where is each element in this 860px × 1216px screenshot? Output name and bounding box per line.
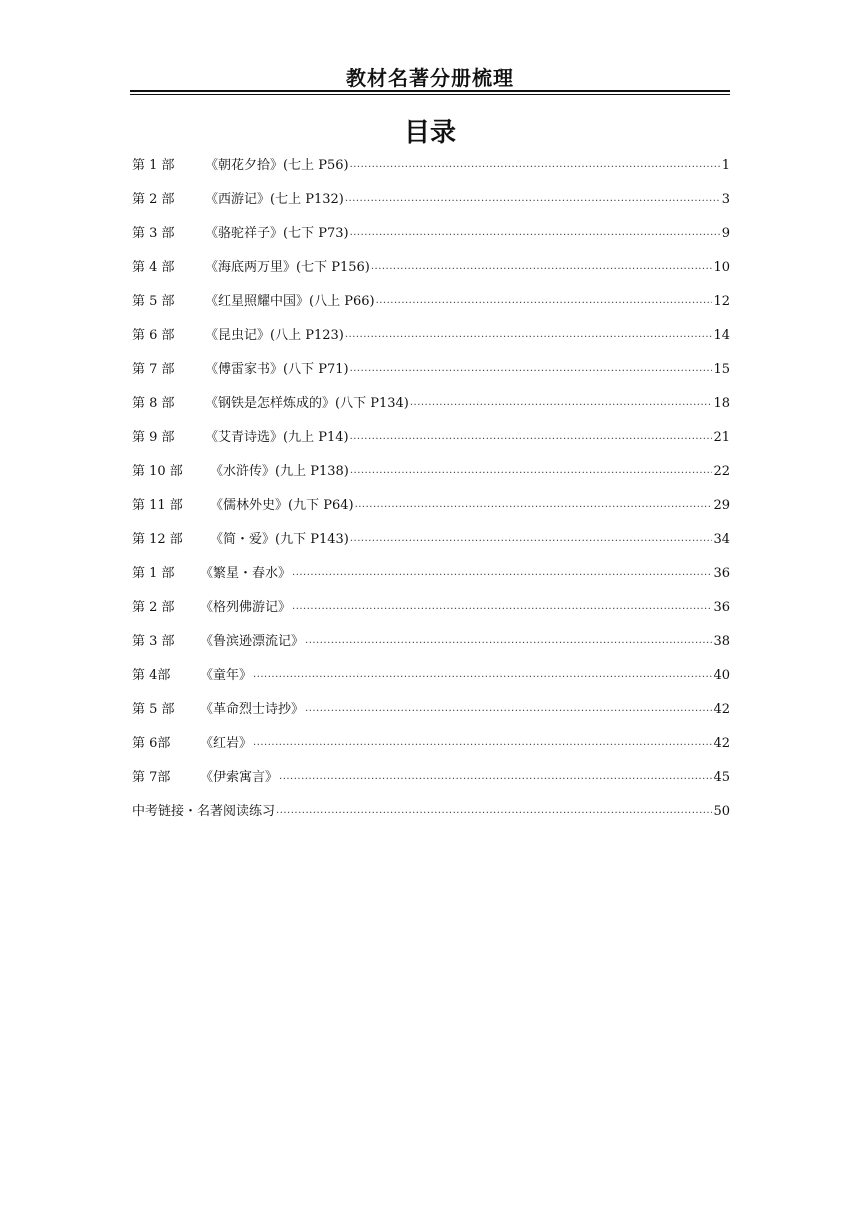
- toc-entry-title: 《朝花夕拾》(七上 P56): [205, 158, 349, 173]
- toc-entry[interactable]: [132, 597, 730, 631]
- toc-entry-title: 《童年》: [200, 668, 253, 683]
- header-rule-thick: [130, 90, 730, 92]
- dot-leader: [350, 426, 713, 448]
- toc-part-number: 第 3 部: [132, 226, 175, 241]
- dot-leader: [253, 664, 712, 686]
- toc-page-number: 15: [713, 362, 730, 377]
- toc-entry[interactable]: [132, 393, 730, 427]
- toc-entry-title: 《鲁滨逊漂流记》: [200, 634, 305, 649]
- toc-part-number: 第 1 部: [132, 566, 175, 581]
- toc-page-number: 21: [713, 430, 730, 445]
- toc-entry-title: 《傅雷家书》(八下 P71): [205, 362, 349, 377]
- toc-page-number: 18: [713, 396, 730, 411]
- dot-leader: [345, 324, 713, 346]
- toc-part-number: 第 11 部: [132, 498, 183, 513]
- toc-part-number: 第 6 部: [132, 328, 175, 343]
- dot-leader: [305, 698, 712, 720]
- toc-page-number: 10: [713, 260, 730, 275]
- toc-page-number: 42: [713, 736, 730, 751]
- toc-entry-title: 《海底两万里》(七下 P156): [205, 260, 370, 275]
- toc-page-number: 36: [713, 600, 730, 615]
- dot-leader: [305, 630, 712, 652]
- toc-entry-title: 《伊索寓言》: [200, 770, 279, 785]
- toc-entry[interactable]: [132, 257, 730, 291]
- toc-page-number: 36: [713, 566, 730, 581]
- toc-page-number: 3: [721, 192, 730, 207]
- toc-entry-title: 《水浒传》(九上 P138): [210, 464, 349, 479]
- dot-leader: [292, 596, 712, 618]
- toc-entry-title: 《革命烈士诗抄》: [200, 702, 305, 717]
- dot-leader: [253, 732, 712, 754]
- toc-part-number: 第 3 部: [132, 634, 175, 649]
- toc-part-number: 第 1 部: [132, 158, 175, 173]
- dot-leader: [279, 766, 712, 788]
- toc-entry[interactable]: [132, 427, 730, 461]
- toc-entry-title: 《红岩》: [200, 736, 253, 751]
- dot-leader: [276, 800, 712, 822]
- toc-entry-title: 《繁星・春水》: [200, 566, 292, 581]
- toc-entry[interactable]: [132, 359, 730, 393]
- toc-page-number: 38: [713, 634, 730, 649]
- toc-part-number: 第 4部: [132, 668, 171, 683]
- toc-entry-title: 中考链接・名著阅读练习: [132, 804, 276, 819]
- dot-leader: [410, 392, 713, 414]
- toc-entry[interactable]: [132, 529, 730, 563]
- toc-page-number: 34: [713, 532, 730, 547]
- running-header-title: 教材名著分册梳理: [346, 66, 514, 90]
- toc-entry[interactable]: [132, 223, 730, 257]
- dot-leader: [350, 222, 721, 244]
- toc-part-number: 第 7部: [132, 770, 171, 785]
- toc-entry-title: 《儒林外史》(九下 P64): [210, 498, 354, 513]
- toc-part-number: 第 5 部: [132, 702, 175, 717]
- toc-heading: 目录: [403, 118, 456, 148]
- toc-entry-title: 《格列佛游记》: [200, 600, 292, 615]
- toc-part-number: 第 8 部: [132, 396, 175, 411]
- toc-entry[interactable]: [132, 325, 730, 359]
- toc-entry[interactable]: [132, 189, 730, 223]
- toc-page-number: 14: [713, 328, 730, 343]
- dot-leader: [345, 188, 721, 210]
- toc-entry-title: 《红星照耀中国》(八上 P66): [205, 294, 375, 309]
- toc-entry[interactable]: [132, 699, 730, 733]
- dot-leader: [350, 460, 713, 482]
- header-rule-thin: [130, 94, 730, 95]
- dot-leader: [350, 528, 713, 550]
- toc-part-number: 第 5 部: [132, 294, 175, 309]
- toc-entry-title: 《钢铁是怎样炼成的》(八下 P134): [205, 396, 409, 411]
- toc-part-number: 第 4 部: [132, 260, 175, 275]
- toc-part-number: 第 12 部: [132, 532, 183, 547]
- toc-page-number: 12: [713, 294, 730, 309]
- dot-leader: [355, 494, 713, 516]
- dot-leader: [292, 562, 712, 584]
- toc-entry[interactable]: [132, 665, 730, 699]
- dot-leader: [350, 154, 721, 176]
- toc-part-number: 第 9 部: [132, 430, 175, 445]
- toc-part-number: 第 2 部: [132, 600, 175, 615]
- toc-entry[interactable]: [132, 733, 730, 767]
- toc-page-number: 29: [713, 498, 730, 513]
- toc-part-number: 第 10 部: [132, 464, 183, 479]
- toc-entry-title: 《昆虫记》(八上 P123): [205, 328, 344, 343]
- toc-entry-title: 《艾青诗选》(九上 P14): [205, 430, 349, 445]
- toc-page-number: 9: [721, 226, 730, 241]
- toc-page-number: 45: [713, 770, 730, 785]
- toc-entry[interactable]: [132, 291, 730, 325]
- toc-part-number: 第 7 部: [132, 362, 175, 377]
- dot-leader: [371, 256, 713, 278]
- toc-page-number: 50: [713, 804, 730, 819]
- toc-page-number: 1: [721, 158, 730, 173]
- toc-entry[interactable]: [132, 801, 730, 835]
- toc-page-number: 40: [713, 668, 730, 683]
- dot-leader: [376, 290, 713, 312]
- toc-entry-title: 《西游记》(七上 P132): [205, 192, 344, 207]
- toc-page-number: 22: [713, 464, 730, 479]
- toc-part-number: 第 2 部: [132, 192, 175, 207]
- toc-entry[interactable]: [132, 495, 730, 529]
- table-of-contents: [132, 155, 730, 835]
- toc-entry-title: 《骆驼祥子》(七下 P73): [205, 226, 349, 241]
- toc-entry-title: 《简・爱》(九下 P143): [210, 532, 349, 547]
- toc-entry[interactable]: [132, 155, 730, 189]
- toc-entry[interactable]: [132, 461, 730, 495]
- toc-page-number: 42: [713, 702, 730, 717]
- dot-leader: [350, 358, 713, 380]
- toc-entry[interactable]: [132, 563, 730, 597]
- toc-part-number: 第 6部: [132, 736, 171, 751]
- toc-entry[interactable]: [132, 631, 730, 665]
- toc-entry[interactable]: [132, 767, 730, 801]
